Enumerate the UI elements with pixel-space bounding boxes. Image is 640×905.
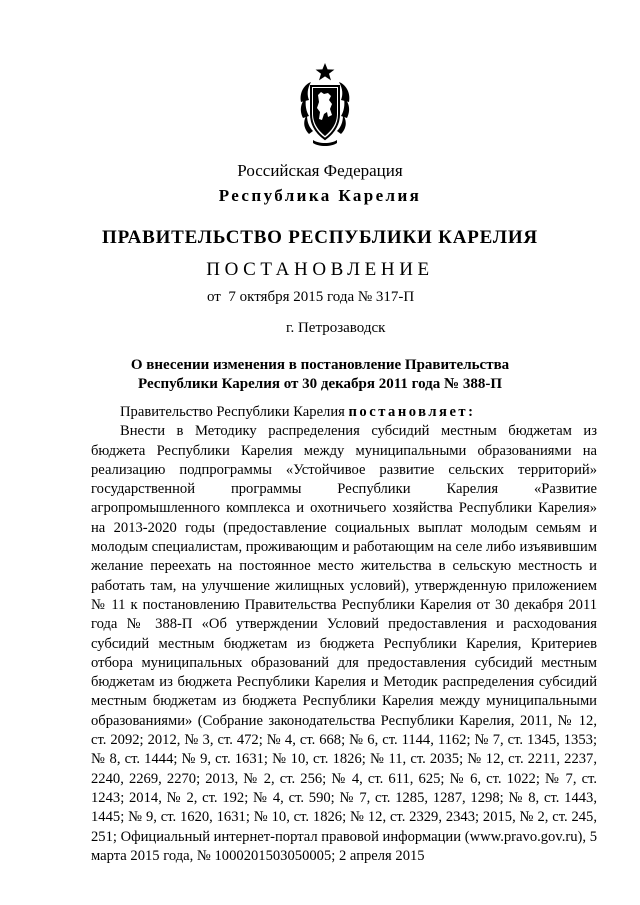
main-paragraph: Внести в Методику распределения субсидий местным бюджетам из бюджета Республики Карелия между муниципальными образованиями на реализацию подпрограммы «Устойчивое развитие сельских территорий» государственной программы Республики Карелия «Развитие агропромышленного комплекса и охотничьего хозяйства Республики Карелия» на 2013-2020 годы (предоставление социальных выплат молодым семьям и молодым специалистам, проживающим и работающим на селе либо изъявившим желание переехать на постоянное место жительства в сельскую местность и работать там, на улучшение жилищных условий), утвержденную приложением № 11 к постановлению Правительства Республики Карелия от 30 декабря 2011 года № 388-П «Об утверждении Условий предоставления и расходования субсидий местным бюджетам из бюджета Республики Карелия, Критериев отбора муниципальных образований для предоставления субсидий местным бюджетам из бюджета Республики Карелия и Методик распределения субсидий местным бюджетам из бюджета Республики Карелия между муниципальными образованиями» (Собрание законодательства Республики Карелия, 2011, № 12, ст. 2092; 2012, № 3, ст. 472; № 4, ст. 668; № 6, ст. 1144, 1162; № 7, ст. 1345, 1353; № 8, ст. 1444; № 9, ст. 1631; № 10, ст. 1826; № 11, ст. 2035; № 12, ст. 2211, 2237, 2240, 2269, 2270; 2013, № 2, ст. 256; № 4, ст. 611, 625; № 6, ст. 1022; № 7, ст. 1243; 2014, № 2, ст. 192; № 4, ст. 590; № 7, ст. 1285, 1287, 1298; № 8, ст. 1443, 1445; № 9, ст. 1620, 1631; № 10, ст. 1826; № 12, ст. 2329, 2343; 2015, № 2, ст. 245, 251; Официальный интернет-портал правовой информации (www.pravo.gov.ru), 5 марта 2015 года, № 1000201503050005; 2 апреля 2015 <box>91 423 597 864</box>
lead-text: Правительство Республики Карелия <box>120 404 349 420</box>
city-name: г. Петрозаводск <box>286 320 386 336</box>
document-body <box>91 403 597 866</box>
lead-sentence <box>91 403 597 422</box>
subject-line-1: О внесении изменения в постановление Правительства <box>130 357 510 373</box>
subject-line-2: Республики Карелия от 30 декабря 2011 года № 388-П <box>137 376 503 392</box>
country-name: Российская Федерация <box>237 161 403 180</box>
lead-verb: постановляет: <box>348 404 476 420</box>
document-type: ПОСТАНОВЛЕНИЕ <box>206 259 434 280</box>
government-title: ПРАВИТЕЛЬСТВО РЕСПУБЛИКИ КАРЕЛИЯ <box>102 227 538 248</box>
document-subject <box>0 356 640 394</box>
republic-name: Республика Карелия <box>218 186 422 205</box>
date-line: от 7 октября 2015 года № 317-П <box>207 289 415 305</box>
karelia-coat-of-arms-icon <box>297 62 353 148</box>
